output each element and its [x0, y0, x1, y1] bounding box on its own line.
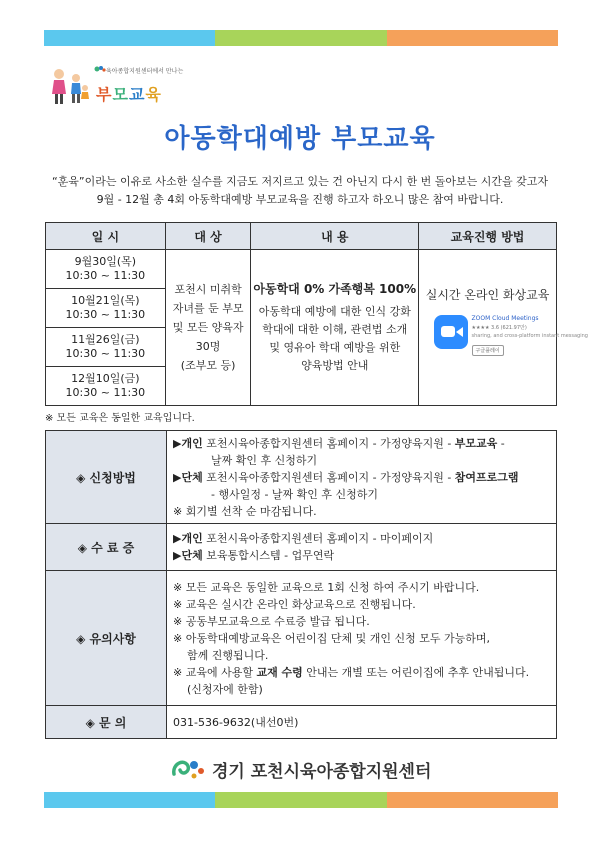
content-highlight: 아동학대 0% 가족행복 100% — [253, 282, 417, 296]
cert-row — [46, 524, 557, 571]
apply-deadline-note: ※ 회기별 선착 순 마감됩니다. — [173, 504, 317, 518]
session-day: 9월30일(목) — [74, 255, 137, 268]
apply-group: ▶단체 포천시육아종합지원센터 홈페이지 - 가정양육지원 - 참여프로그램 — [173, 470, 519, 484]
date-cell — [46, 250, 166, 289]
content-body — [251, 303, 418, 375]
apply-content — [167, 431, 557, 524]
apply-label: ◈ 신청방법 — [46, 431, 167, 524]
cert-content — [167, 524, 557, 571]
content-cell — [251, 250, 419, 406]
logo-small-caption: 육아종합지원센터에서 만나는 — [106, 68, 184, 75]
center-swirl-icon — [94, 64, 106, 74]
session-day: 12월10일(금) — [71, 372, 140, 385]
zoom-app-card — [432, 311, 588, 369]
info-table — [45, 430, 557, 739]
bottom-color-band — [44, 792, 558, 808]
footer-org-name: 경기 포천시육아종합지원센터 — [212, 761, 432, 782]
cert-label: ◈ 수 료 증 — [46, 524, 167, 571]
note-line: ※ 모든 교육은 동일한 교육으로 1회 신청 하여 주시기 바랍니다. — [173, 580, 480, 594]
date-cell — [46, 289, 166, 328]
method-cell — [419, 250, 588, 406]
zoom-camera-icon — [434, 315, 468, 349]
apply-individual-cont: 날짜 확인 후 신청하기 — [211, 453, 318, 467]
page-title: 아동학대예방 부모교육 — [164, 124, 436, 154]
target-line: (조부모 등) — [180, 359, 236, 372]
brand-char-4: 육 — [145, 85, 162, 104]
session-time: 10:30 ~ 11:30 — [65, 269, 146, 282]
session-time: 10:30 ~ 11:30 — [65, 308, 146, 321]
content-line: 학대에 대한 이해, 관련법 소개 — [262, 323, 408, 336]
zoom-rating: ★★★★ 3.6 (621.97만) — [471, 325, 527, 331]
intro-line-1: “훈육”이라는 이유로 사소한 실수를 지금도 저지르고 있는 건 아닌지 다시 한 번 돌아보는 시간을 갖고자 — [51, 175, 548, 188]
apply-row — [46, 431, 557, 524]
target-line: 30명 — [195, 340, 221, 353]
cert-individual: ▶개인 포천시육아종합지원센터 홈페이지 - 마이페이지 — [173, 532, 434, 545]
method-text: 실시간 온라인 화상교육 — [425, 288, 550, 302]
cert-group: ▶단체 보육통합시스템 - 업무연락 — [173, 549, 335, 562]
google-play-badge: 구글플레이 — [472, 345, 504, 356]
schedule-header-row — [46, 223, 557, 250]
band-green-segment — [215, 30, 386, 46]
footer-org — [170, 754, 431, 784]
band-blue-segment — [44, 792, 215, 808]
band-green-segment — [215, 792, 386, 808]
header-target: 대 상 — [165, 223, 251, 250]
top-color-band — [44, 30, 558, 46]
notes-row — [46, 571, 557, 706]
content-line: 및 영유아 학대 예방을 위한 — [269, 341, 401, 354]
brand-char-1: 부 — [96, 85, 113, 104]
content-line: 양육방법 안내 — [301, 359, 369, 372]
content-line: 아동학대 예방에 대한 인식 강화 — [258, 305, 411, 318]
session-day: 11월26일(금) — [71, 333, 140, 346]
date-cell — [46, 328, 166, 367]
schedule-row — [46, 250, 557, 289]
brand-char-2: 모 — [112, 85, 129, 104]
session-day: 10월21일(목) — [71, 294, 140, 307]
note-line-cont: (신청자에 한함) — [187, 682, 263, 696]
note-line-cont: 함께 진행됩니다. — [187, 648, 269, 662]
band-orange-segment — [387, 30, 558, 46]
note-line: ※ 공동부모교육으로 수료증 발급 됩니다. — [173, 614, 370, 628]
session-time: 10:30 ~ 11:30 — [65, 386, 146, 399]
target-line: 포천시 미취학 — [174, 283, 242, 296]
contact-label: ◈ 문 의 — [46, 706, 167, 739]
note-line: ※ 아동학대예방교육은 어린이집 단체 및 개인 신청 모두 가능하며, — [173, 631, 490, 645]
intro-line-2: 9월 - 12월 총 4회 아동학대예방 부모교육을 진행 하고자 하오니 많은 참여 바랍니다. — [96, 193, 504, 206]
band-orange-segment — [387, 792, 558, 808]
target-line: 및 모든 양육자 — [172, 321, 244, 334]
contact-phone: 031-536-9632(내선0번) — [167, 706, 557, 739]
note-line: ※ 교육에 사용할 교재 수령 안내는 개별 또는 어린이집에 추후 안내됩니다. — [173, 665, 530, 679]
apply-group-cont: - 행사일정 - 날짜 확인 후 신청하기 — [211, 487, 379, 501]
parent-education-logo — [48, 62, 198, 112]
header-method: 교육진행 방법 — [419, 223, 557, 250]
target-line: 자녀를 둔 부모 — [172, 302, 244, 315]
zoom-app-name: ZOOM Cloud Meetings — [471, 315, 539, 322]
note-line: ※ 교육은 실시간 온라인 화상교육으로 진행됩니다. — [173, 597, 416, 611]
session-time: 10:30 ~ 11:30 — [65, 347, 146, 360]
date-cell — [46, 367, 166, 406]
brand-char-3: 교 — [128, 85, 146, 104]
notes-label: ◈ 유의사항 — [46, 571, 167, 706]
contact-row — [46, 706, 557, 739]
target-cell — [165, 250, 251, 406]
center-logo-icon — [170, 756, 206, 782]
intro-paragraph — [30, 173, 570, 209]
header-content: 내 용 — [251, 223, 419, 250]
header-datetime: 일 시 — [46, 223, 166, 250]
apply-individual: ▶개인 포천시육아종합지원센터 홈페이지 - 가정양육지원 - 부모교육 - — [173, 436, 505, 450]
notes-content — [167, 571, 557, 706]
logo-brand-text — [96, 82, 162, 105]
family-illustration-icon — [48, 66, 90, 106]
zoom-description: sharing, and cross-platform instant messaging — [471, 333, 588, 339]
same-content-note: ※ 모든 교육은 동일한 교육입니다. — [45, 413, 195, 424]
band-blue-segment — [44, 30, 215, 46]
schedule-table — [45, 222, 588, 406]
